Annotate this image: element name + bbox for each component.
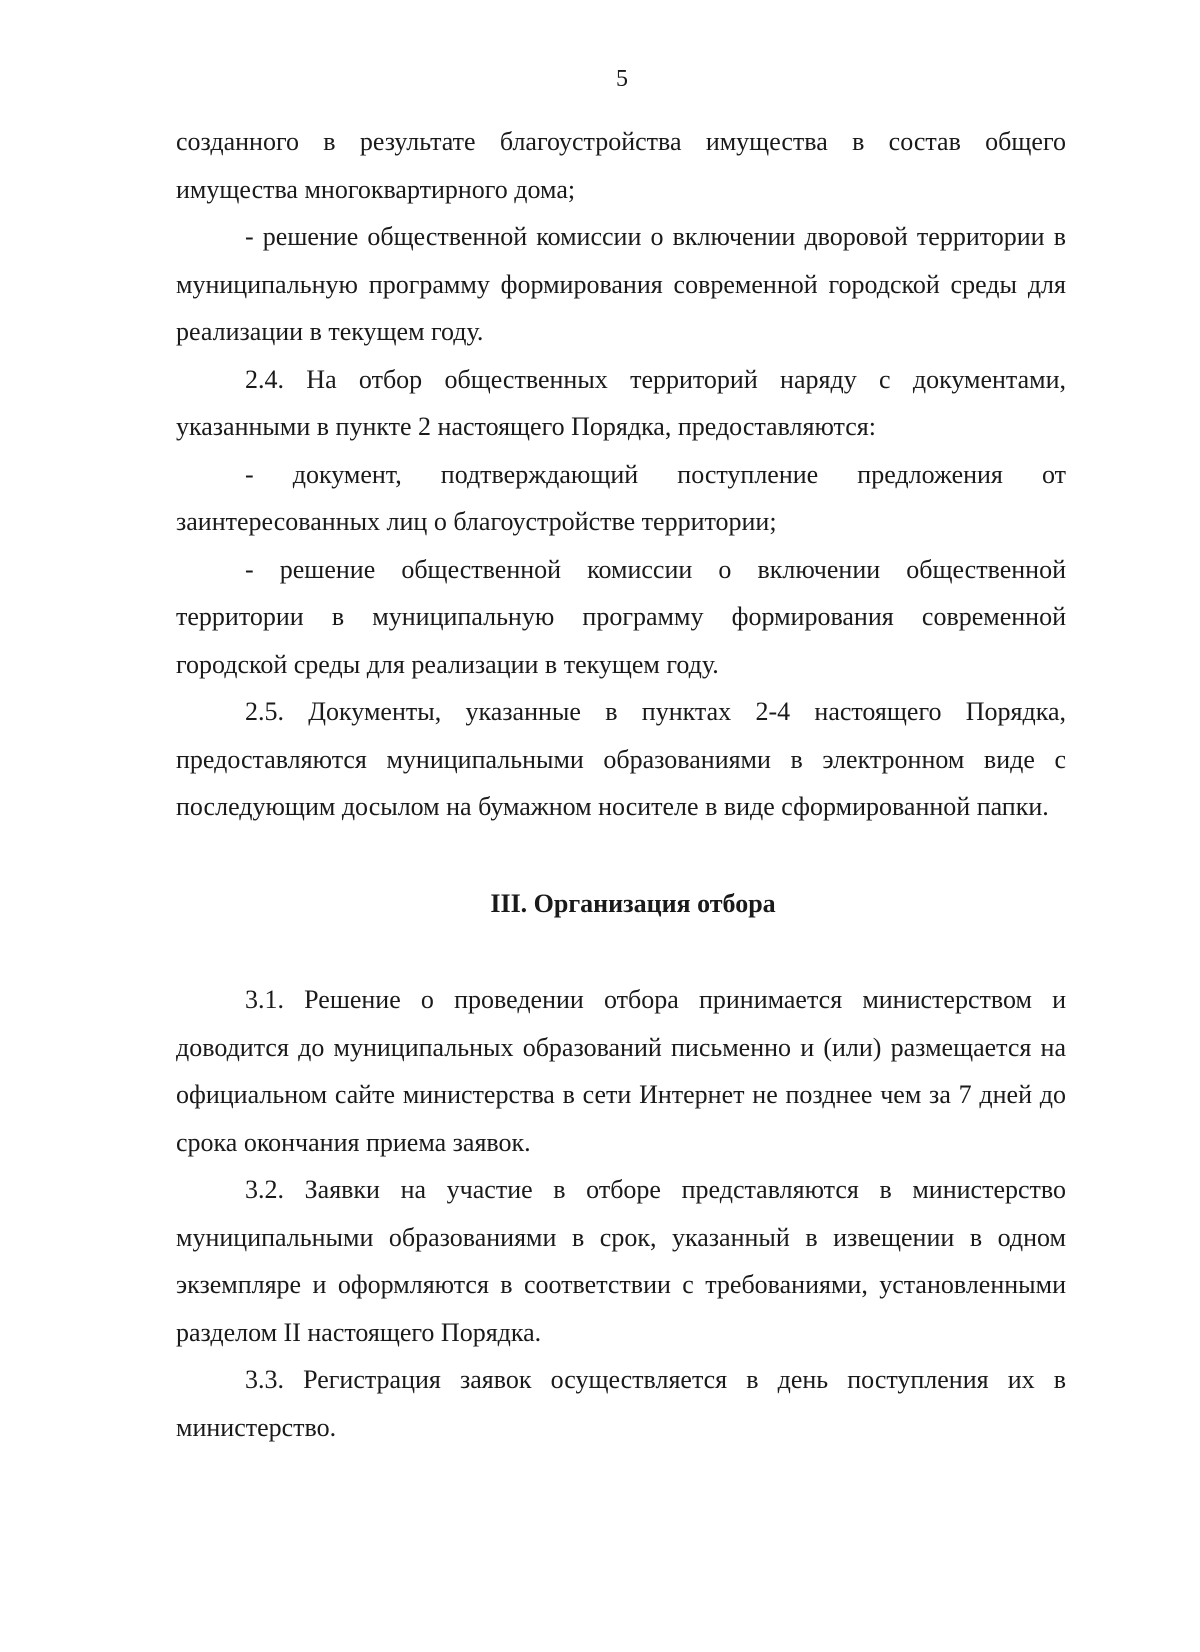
- paragraph-dash-item: - решение общественной комиссии о включении общественной территории в муниципальную программу формирования современной городской среды для реализации в текущем году.: [176, 554, 1066, 679]
- page-number: 5: [616, 66, 628, 92]
- paragraph-2-5: 2.5. Документы, указанные в пунктах 2-4 настоящего Порядка, предоставляются муниципальными образованиями в электронном виде с последующим досылом на бумажном носителе в виде сформированной папки.: [176, 697, 1066, 821]
- paragraph-continuation: созданного в результате благоустройства имущества в состав общего имущества многоквартирного дома;: [176, 127, 1066, 204]
- paragraph-3-2: 3.2. Заявки на участие в отборе представляются в министерство муниципальными образованиями в срок, указанный в извещении в одном экземпляре и оформляются в соответствии с требованиями, установленными разделом II настоящего Порядка.: [176, 1175, 1066, 1347]
- document-body: [176, 118, 1066, 1451]
- paragraph-2-4: 2.4. На отбор общественных территорий наряду с документами, указанными в пункте 2 настоящего Порядка, предоставляются:: [176, 364, 1066, 441]
- section-heading: III. Организация отбора: [490, 888, 776, 918]
- paragraph-3-3: 3.3. Регистрация заявок осуществляется в день поступления их в министерство.: [176, 1365, 1066, 1442]
- paragraph-dash-item: - решение общественной комиссии о включении дворовой территории в муниципальную программу формирования современной городской среды для реализации в текущем году.: [176, 222, 1066, 346]
- paragraph-3-1: 3.1. Решение о проведении отбора принимается министерством и доводится до муниципальных образований письменно и (или) размещается на официальном сайте министерства в сети Интернет не позднее чем за 7 дней до срока окончания приема заявок.: [176, 985, 1066, 1157]
- paragraph-dash-item: - документ, подтверждающий поступление предложения от заинтересованных лиц о благоустройстве территории;: [176, 459, 1066, 536]
